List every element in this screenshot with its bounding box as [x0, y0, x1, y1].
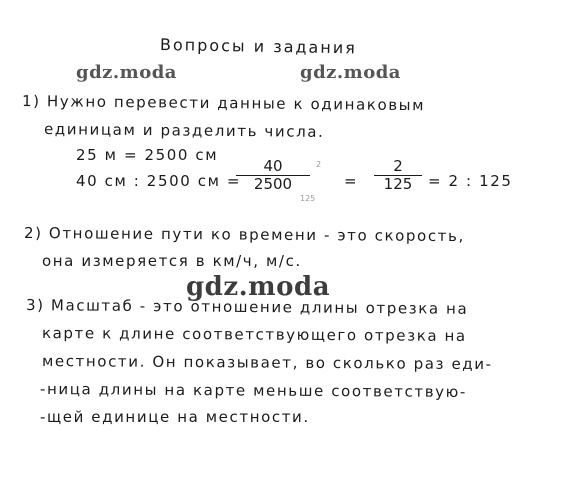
answer3-line5: -щей единице на местности.: [40, 408, 310, 426]
answer2-line1: 2) Отношение пути ко времени - это скорость,: [23, 224, 465, 246]
fraction-40-over-2500: [236, 158, 310, 193]
fraction1-reduction-denominator: 125: [300, 194, 316, 203]
answer1-line1: 1) Нужно перевести данные к одинаковым: [21, 92, 426, 115]
answer2-line2: она измеряется в км/ч, м/с.: [42, 252, 302, 270]
fraction1-denominator: 2500: [253, 175, 293, 193]
answer3-line2: карте к длине соответствующего отрезка на: [41, 324, 467, 345]
fraction2-denominator: 125: [383, 175, 413, 193]
answer1-expression: 40 см : 2500 см =: [76, 172, 242, 190]
answer3-line3: местности. Он показывает, во сколько раз еди-: [41, 352, 493, 374]
answer1-conversion: 25 м = 2500 см: [76, 146, 219, 164]
answer1-line2: единицам и разделить числа.: [43, 120, 325, 141]
fraction-2-over-125: [374, 158, 422, 193]
fraction1-reduction-numerator: 2: [316, 160, 322, 169]
answer1-result: = 2 : 125: [428, 172, 513, 190]
answer1-equals: =: [344, 172, 359, 190]
watermark-left: gdz.moda: [76, 62, 177, 83]
answer3-line1: 3) Масштаб - это отношение длины отрезка на: [25, 296, 469, 318]
page-title: Вопросы и задания: [159, 35, 357, 58]
watermark-right: gdz.moda: [300, 62, 401, 83]
answer3-line4: -ница длины на карте меньше соответствую-: [39, 380, 468, 401]
fraction2-numerator: 2: [393, 157, 403, 175]
watermark-center: gdz.moda: [186, 272, 331, 302]
fraction1-numerator: 40: [263, 157, 283, 175]
